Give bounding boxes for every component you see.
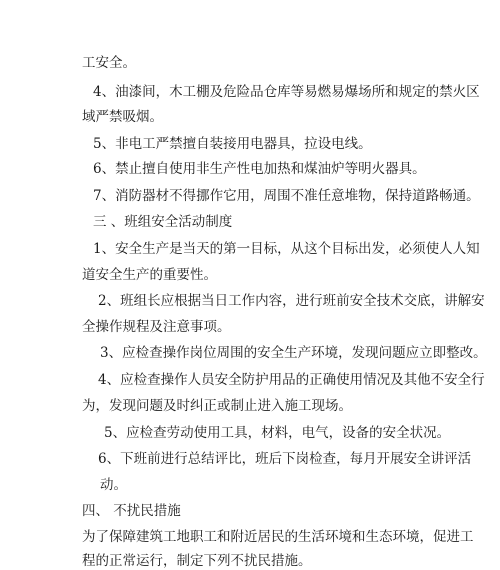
text-line: 2、班组长应根据当日工作内容，进行班前安全技术交底，讲解安: [98, 293, 485, 309]
text-line: 域严禁吸烟。: [82, 109, 163, 125]
text-line: 4、油漆间，木工棚及危险品仓库等易燃易爆场所和规定的禁火区: [93, 84, 480, 100]
text-line: 4、应检查操作人员安全防护用品的正确使用情况及其他不安全行: [98, 372, 485, 388]
text-line: 5、非电工严禁擅自装接用电器具，拉设电线。: [93, 136, 372, 152]
text-line: 道安全生产的重要性。: [82, 267, 217, 283]
text-line: 动。: [100, 477, 127, 493]
text-line: 为了保障建筑工地职工和附近居民的生活环境和生态环境，促进工: [82, 529, 474, 545]
text-line: 工安全。: [82, 55, 136, 71]
text-line: 6、下班前进行总结评比，班后下岗检查，每月开展安全讲评活: [98, 451, 472, 467]
section-heading: 四、 不扰民措施: [82, 503, 181, 519]
text-line: 程的正常运行，制定下列不扰民措施。: [82, 553, 312, 569]
text-line: 7、消防器材不得挪作它用，周围不准任意堆物，保持道路畅通。: [93, 188, 480, 204]
text-line: 3、应检查操作岗位周围的安全生产环境，发现问题应立即整改。: [100, 345, 487, 361]
text-line: 为，发现问题及时纠正或制止进入施工现场。: [82, 398, 352, 414]
section-heading: 三 、班组安全活动制度: [93, 214, 233, 230]
text-line: 6、禁止擅自使用非生产性电加热和煤油炉等明火器具。: [93, 161, 426, 177]
text-line: 1、安全生产是当天的第一目标，从这个目标出发，必须使人人知: [93, 241, 480, 257]
text-line: 5、应检查劳动使用工具，材料，电气，设备的安全状况。: [104, 425, 451, 441]
text-line: 全操作规程及注意事项。: [82, 319, 231, 335]
